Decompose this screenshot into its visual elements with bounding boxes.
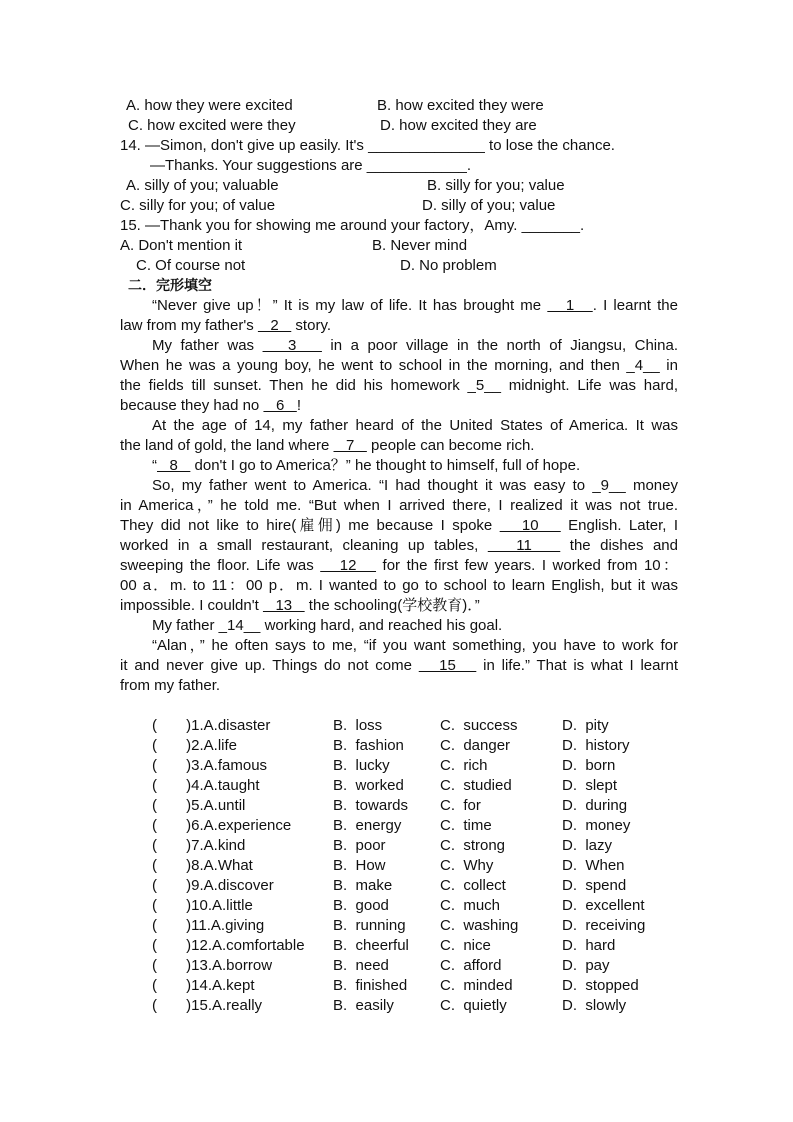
choice-option-c: C. time xyxy=(440,817,492,834)
choice-option-b: B. energy xyxy=(333,817,402,834)
passage-text: At the age of 14, my father heard of the United States of America. It was xyxy=(152,417,678,434)
choice-item-a: ( )8.A.What xyxy=(152,857,253,874)
choice-option-b: B. need xyxy=(333,957,389,974)
passage-text: don't I go to America？” he thought to himself, full of hope. xyxy=(190,457,581,474)
choice-option-c: C. washing xyxy=(440,917,519,934)
passage-text: . I learnt the xyxy=(592,297,678,314)
passage-text: it and never give up. Things do not come xyxy=(120,657,419,674)
choice-option-c: C. afford xyxy=(440,957,502,974)
blank: 13 xyxy=(262,597,305,614)
passage-line xyxy=(152,476,678,496)
passage-text: story. xyxy=(291,317,331,334)
passage-text: 00 a．m. to 11：00 p．m. I wanted to go to school to learn English, but it was xyxy=(120,577,678,594)
passage-line xyxy=(152,616,502,636)
choice-option-d: D. hard xyxy=(562,937,616,954)
choice-item-a: ( )4.A.taught xyxy=(152,777,260,794)
passage-line xyxy=(120,516,678,536)
blank: 3 xyxy=(262,337,322,354)
choice-option-b: B. worked xyxy=(333,777,404,794)
passage-line xyxy=(120,676,220,696)
passage-line xyxy=(120,556,678,576)
choice-item-a: ( )11.A.giving xyxy=(152,917,265,934)
choice-option-b: B. How xyxy=(333,857,386,874)
passage-line xyxy=(120,536,678,556)
q14-stem: 14. —Simon, don't give up easily. It's ______________ to lose the chance. xyxy=(120,137,615,154)
passage-line xyxy=(152,336,678,356)
passage-text: “ xyxy=(152,457,157,474)
passage-text: worked in a small restaurant, cleaning up tables, xyxy=(120,537,488,554)
choice-option-b: B. poor xyxy=(333,837,386,854)
choice-option-d: D. born xyxy=(562,757,616,774)
section-title: 二．完形填空 xyxy=(128,278,212,294)
choice-option-d: D. When xyxy=(562,857,625,874)
q15-option-c: C. Of course not xyxy=(136,257,246,274)
choice-item-a: ( )15.A.really xyxy=(152,997,263,1014)
passage-text: in America，” he told me. “But when I arrived there, I realized it was not true. xyxy=(120,497,678,514)
passage-line xyxy=(152,636,678,656)
choice-option-b: B. good xyxy=(333,897,389,914)
choice-option-c: C. strong xyxy=(440,837,506,854)
choice-option-b: B. lucky xyxy=(333,757,390,774)
choice-option-d: D. excellent xyxy=(562,897,645,914)
choice-option-b: B. running xyxy=(333,917,406,934)
choice-item-a: ( )14.A.kept xyxy=(152,977,255,994)
choice-option-c: C. quietly xyxy=(440,997,507,1014)
choice-item-a: ( )6.A.experience xyxy=(152,817,292,834)
choice-option-b: B. cheerful xyxy=(333,937,409,954)
choice-option-d: D. slowly xyxy=(562,997,627,1014)
passage-text: English. Later, I xyxy=(560,517,678,534)
blank: 6 xyxy=(263,397,297,414)
choice-option-d: D. stopped xyxy=(562,977,639,994)
choice-item-a: ( )2.A.life xyxy=(152,737,238,754)
choice-option-d: D. pity xyxy=(562,717,609,734)
q13-option-d: D. how excited they are xyxy=(380,117,537,134)
choice-item-a: ( )12.A.comfortable xyxy=(152,937,305,954)
blank: 7 xyxy=(333,437,367,454)
choice-option-d: D. slept xyxy=(562,777,618,794)
passage-text: law from my father's xyxy=(120,317,258,334)
blank: 10 xyxy=(499,517,561,534)
passage-line xyxy=(120,656,678,676)
choice-option-d: D. during xyxy=(562,797,628,814)
choice-item-a: ( )5.A.until xyxy=(152,797,246,814)
passage-text: sweeping the floor. Life was xyxy=(120,557,321,574)
q15-option-d: D. No problem xyxy=(400,257,497,274)
choice-option-c: C. nice xyxy=(440,937,491,954)
q15-option-a: A. Don't mention it xyxy=(120,237,243,254)
blank: 15 xyxy=(418,657,477,674)
passage-line xyxy=(152,456,580,476)
choice-item-a: ( )13.A.borrow xyxy=(152,957,273,974)
passage-text: impossible. I couldn't xyxy=(120,597,263,614)
choice-option-d: D. history xyxy=(562,737,630,754)
passage-text: in life.” That is what I learnt xyxy=(476,657,678,674)
choice-option-d: D. pay xyxy=(562,957,610,974)
passage-line xyxy=(120,576,678,596)
passage-text: They did not like to hire(雇佣) me because I spoke xyxy=(120,517,500,534)
q13-option-b: B. how excited they were xyxy=(377,97,544,114)
blank: 1 xyxy=(547,297,593,314)
choice-item-a: ( )3.A.famous xyxy=(152,757,268,774)
passage-line xyxy=(152,416,678,436)
choice-option-d: D. money xyxy=(562,817,631,834)
passage-line xyxy=(120,596,480,616)
passage-text: people can become rich. xyxy=(366,437,535,454)
choice-option-b: B. fashion xyxy=(333,737,404,754)
passage-text: ! xyxy=(296,397,301,414)
passage-text: from my father. xyxy=(120,677,221,694)
choice-option-b: B. finished xyxy=(333,977,408,994)
passage-line xyxy=(120,436,534,456)
passage-text: My father was xyxy=(152,337,263,354)
passage-text: the fields till sunset. Then he did his homework _5__ midnight. Life was hard, xyxy=(120,377,678,394)
choice-item-a: ( )10.A.little xyxy=(152,897,253,914)
passage-text: “Alan，” he often says to me, “if you want something, you have to work for xyxy=(152,637,678,654)
choice-item-a: ( )1.A.disaster xyxy=(152,717,271,734)
choice-option-c: C. rich xyxy=(440,757,488,774)
q14-option-b: B. silly for you; value xyxy=(427,177,565,194)
passage-text: the land of gold, the land where xyxy=(120,437,334,454)
q15-stem: 15. —Thank you for showing me around your factory，Amy. _______. xyxy=(120,217,585,234)
passage-line xyxy=(120,496,678,516)
choice-option-c: C. Why xyxy=(440,857,494,874)
passage-line xyxy=(120,356,678,376)
passage-line xyxy=(120,316,331,336)
q14-option-c: C. silly for you; of value xyxy=(120,197,276,214)
choice-option-d: D. spend xyxy=(562,877,627,894)
passage-text: the dishes and xyxy=(560,537,678,554)
choice-option-c: C. danger xyxy=(440,737,511,754)
q15-option-b: B. Never mind xyxy=(372,237,468,254)
passage-line xyxy=(120,396,301,416)
choice-option-d: D. lazy xyxy=(562,837,613,854)
choice-option-c: C. collect xyxy=(440,877,506,894)
blank: 2 xyxy=(257,317,292,334)
choice-option-d: D. receiving xyxy=(562,917,646,934)
blank: 11 xyxy=(487,537,561,554)
choice-option-c: C. success xyxy=(440,717,518,734)
passage-text: My father _14__ working hard, and reached his goal. xyxy=(152,617,503,634)
choice-option-c: C. minded xyxy=(440,977,513,994)
passage-text: because they had no xyxy=(120,397,264,414)
choice-item-a: ( )9.A.discover xyxy=(152,877,274,894)
passage-text: When he was a young boy, he went to school in the morning, and then _4__ in xyxy=(120,357,678,374)
q14-option-d: D. silly of you; value xyxy=(422,197,556,214)
choice-option-c: C. studied xyxy=(440,777,512,794)
passage-text: “Never give up！” It is my law of life. It has brought me xyxy=(152,297,548,314)
choice-option-c: C. much xyxy=(440,897,501,914)
choice-option-b: B. easily xyxy=(333,997,394,1014)
passage-text: in a poor village in the north of Jiangsu, China. xyxy=(321,337,678,354)
choice-option-b: B. towards xyxy=(333,797,409,814)
q13-option-c: C. how excited were they xyxy=(128,117,296,134)
passage-text: the schooling(学校教育)．” xyxy=(304,597,480,614)
q14-option-a: A. silly of you; valuable xyxy=(126,177,279,194)
choice-option-c: C. for xyxy=(440,797,481,814)
choice-option-b: B. loss xyxy=(333,717,383,734)
passage-text: So, my father went to America. “I had thought it was easy to _9__ money xyxy=(152,477,678,494)
choice-item-a: ( )7.A.kind xyxy=(152,837,246,854)
passage-line xyxy=(152,296,678,316)
passage-text: for the first few years. I worked from 10： xyxy=(376,557,678,574)
choice-option-b: B. make xyxy=(333,877,393,894)
blank: 8 xyxy=(157,457,191,474)
passage-line xyxy=(120,376,678,396)
q14-reply: —Thanks. Your suggestions are ____________. xyxy=(150,157,472,174)
blank: 12 xyxy=(320,557,377,574)
q13-option-a: A. how they were excited xyxy=(126,97,293,114)
